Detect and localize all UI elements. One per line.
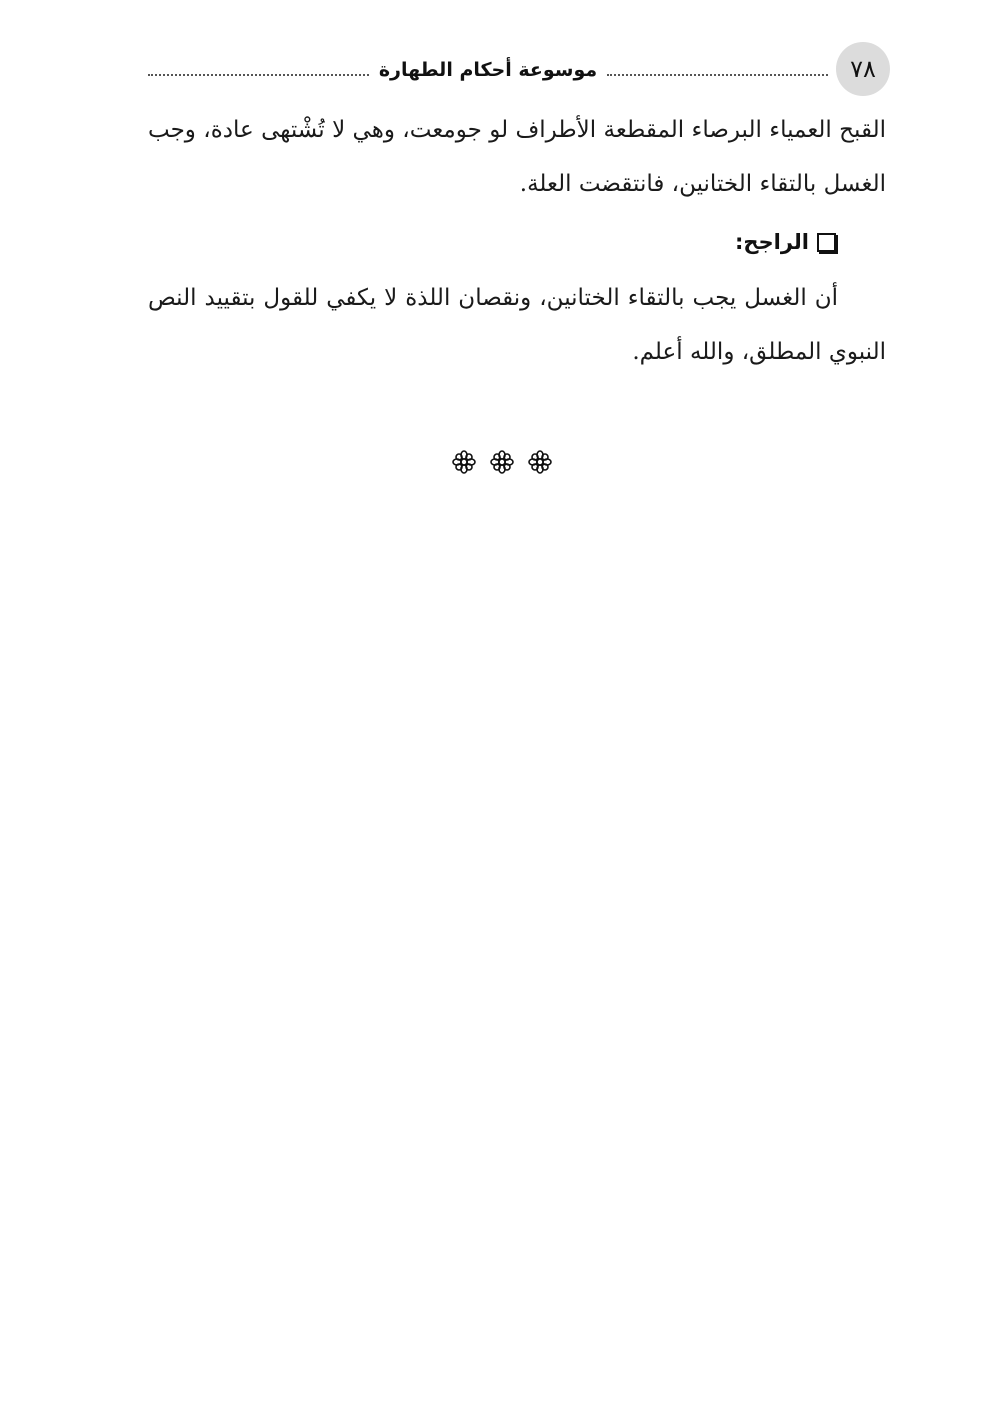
header-dots-left	[148, 74, 369, 76]
section-heading-text: الراجح:	[734, 230, 809, 254]
checkbox-icon	[817, 233, 836, 252]
flower-icon	[490, 450, 514, 474]
paragraph-2: أن الغسل يجب بالتقاء الختانين، ونقصان اللذة لا يكفي للقول بتقييد النص النبوي المطلق، والله أعلم.	[148, 285, 886, 365]
book-title: موسوعة أحكام الطهارة	[378, 59, 598, 81]
page-number-text: ٧٨	[850, 55, 876, 83]
paragraph-1: القبح العمياء البرصاء المقطعة الأطراف لو جومعت، وهي لا تُشْتهى عادة، وجب الغسل بالتقاء الختانين، فانتقضت العلة.	[148, 117, 886, 197]
running-header	[148, 56, 828, 84]
section-heading	[148, 217, 836, 267]
page-number	[836, 42, 890, 96]
header-dots-right	[607, 74, 828, 76]
section-divider-ornament	[0, 450, 1004, 474]
flower-icon	[452, 450, 476, 474]
flower-icon	[528, 450, 552, 474]
